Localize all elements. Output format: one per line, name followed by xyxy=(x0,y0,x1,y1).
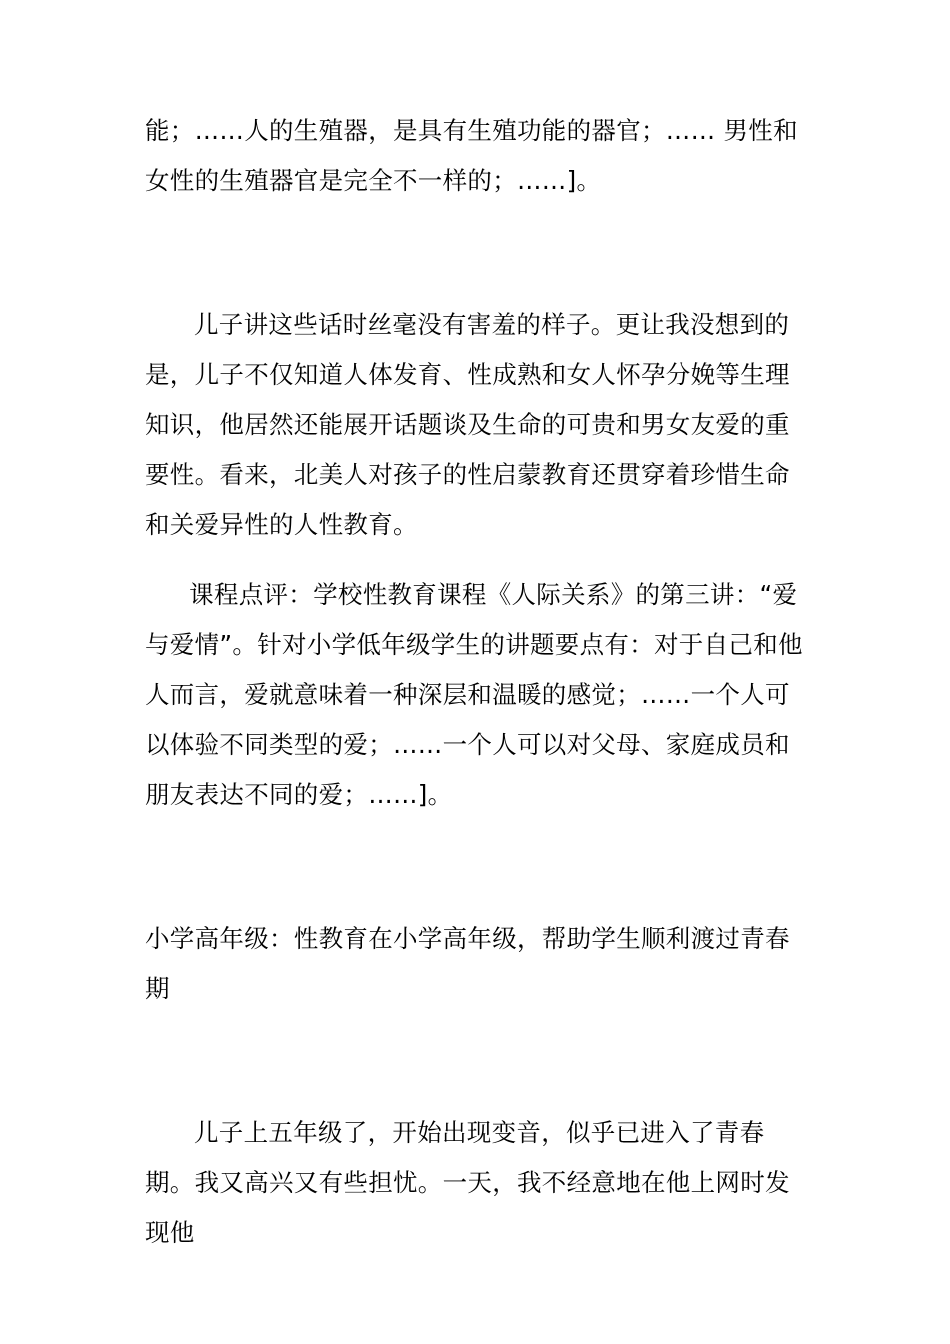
paragraph-course-review: 课程点评：学校性教育课程《人际关系》的第三讲：“爱与爱情”。针对小学低年级学生的讲题要点有：对于自己和他人而言，爱就意味着一种深层和温暖的感觉；……一个人可以体验不同类型的爱；……一个人可以对父母、家庭成员和朋友表达不同的爱；……]。 xyxy=(145,580,803,809)
paragraph-continuation: 能；……人的生殖器，是具有生殖功能的器官；…… 男性和女性的生殖器官是完全不一样的；……]。 xyxy=(145,116,798,195)
section-heading: 小学高年级：性教育在小学高年级，帮助学生顺利渡过青春期 xyxy=(145,924,790,1003)
paragraph-fifth-grade: 儿子上五年级了，开始出现变音，似乎已进入了青春期。我又高兴又有些担忧。一天，我不经意地在他上网时发现他 xyxy=(145,1118,790,1247)
paragraph-son-narrative: 儿子讲这些话时丝毫没有害羞的样子。更让我没想到的是，儿子不仅知道人体发育、性成熟和女人怀孕分娩等生理知识，他居然还能展开话题谈及生命的可贵和男女友爱的重要性。看来，北美人对孩子的性启蒙教育还贯穿着珍惜生命和关爱异性的人性教育。 xyxy=(145,310,790,539)
